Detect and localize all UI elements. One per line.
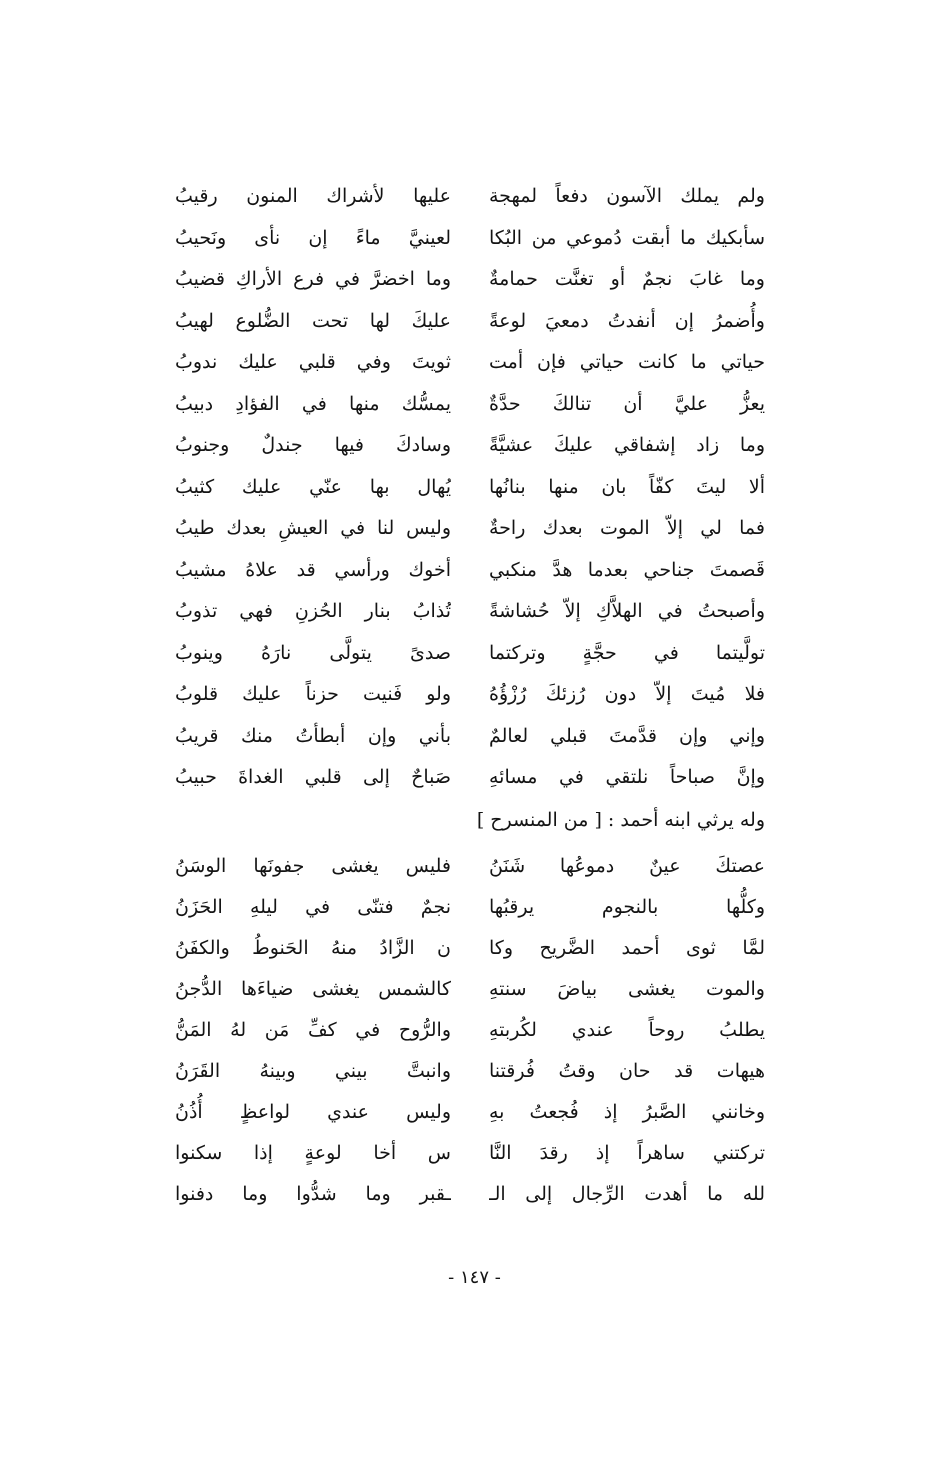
second-hemistich: صدىً يتولَّى نارَهُ وينوبُ <box>175 641 451 664</box>
second-hemistich: يُهال بها عنّي عليك كثيبُ <box>175 475 451 498</box>
verse-line <box>175 757 765 799</box>
verse-line <box>175 1174 765 1215</box>
first-hemistich: وكلُّها بالنجوم يرقبُها <box>489 896 765 918</box>
first-hemistich: وإنَّ صباحاً نلتقي في مسائهِ <box>489 766 765 788</box>
first-hemistich: تولَّيتما في حجَّةٍ وتركتما <box>489 641 765 664</box>
verse-line <box>175 846 765 887</box>
first-hemistich: هيهات قد حان وقتُ فُرقتنا <box>489 1060 765 1082</box>
second-hemistich: وليس لنا في العيشِ بعدك طيبُ <box>175 517 451 539</box>
second-hemistich: أخوك ورأسي قد علاهُ مشيبُ <box>175 558 451 581</box>
verse-line <box>175 425 765 467</box>
verse-line <box>175 1092 765 1133</box>
second-hemistich: والرُّوح في كفِّ مَن لهُ المَنُّ <box>175 1019 451 1041</box>
verse-line <box>175 969 765 1010</box>
second-hemistich: س أخا لوعةٍ إذا سكنوا <box>175 1142 451 1164</box>
first-hemistich: وما زاد إشفاقي عليكَ عشيَّةً <box>489 434 765 456</box>
second-hemistich: عليها لأشراك المنون رقيبُ <box>175 185 451 207</box>
first-hemistich: لله ما أهدت الرِّجال إلى الـ <box>489 1183 765 1205</box>
verse-line <box>175 218 765 260</box>
first-hemistich: يعزُّ عليَّ أن تنالكَ حدَّةٌ <box>489 392 765 415</box>
verse-line <box>175 591 765 633</box>
verse-line <box>175 176 765 218</box>
verse-line <box>175 301 765 343</box>
first-hemistich: تركتني ساهراً إذ رقدَ النَّا <box>489 1142 765 1164</box>
verse-line <box>175 384 765 426</box>
verse-line <box>175 674 765 716</box>
page-number: - ١٤٧ - <box>448 1267 501 1288</box>
verse-line <box>175 716 765 758</box>
verse-line <box>175 928 765 969</box>
first-hemistich: فما لي إلاّ الموت بعدك راحةٌ <box>489 517 765 539</box>
second-hemistich: وما اخضرَّ في فرع الأراكِ قضيبُ <box>175 268 451 290</box>
first-hemistich: عصتكَ عينٌ دموعُها شَنَنُ <box>489 855 765 877</box>
second-hemistich: وانبتَّ بيني وبينهُ القَرَنُ <box>175 1060 451 1082</box>
second-hemistich: تُذابُ بنار الحُزنِ فهي تذوبُ <box>175 600 451 622</box>
verse-line <box>175 467 765 509</box>
second-hemistich: صَباحٌ إلى قلبي الغداةَ حبيبُ <box>175 766 451 788</box>
second-hemistich: نجمٌ فتنّى في ليلهِ الحَزَنُ <box>175 896 451 918</box>
first-hemistich: وإني وإن قدَّمتَ قبلي لعالمٌ <box>489 724 765 747</box>
poem-1 <box>175 176 765 799</box>
verse-line <box>175 550 765 592</box>
second-hemistich: لعينيَّ ماءً إن نأى ونَحيبُ <box>175 226 451 249</box>
first-hemistich: والموت يغشى بياضَ سنتهِ <box>489 978 765 1000</box>
verse-line <box>175 887 765 928</box>
second-hemistich: عليكَ لها تحت الضُّلوع لهيبُ <box>175 309 451 332</box>
first-hemistich: ولم يملك الآسون دفعاً لمهجة <box>489 185 765 207</box>
first-hemistich: وما غابَ نجمٌ أو تغنَّت حمامةٌ <box>489 268 765 290</box>
first-hemistich: لمَّا ثوى أحمد الضَّريح وكا <box>489 937 765 959</box>
verse-line <box>175 259 765 301</box>
second-hemistich: ن الزَّادُ منهُ الحَنوطُ والكفَنُ <box>175 937 451 959</box>
second-hemistich: ولو فَنيت حزناً عليك قلوبُ <box>175 683 451 705</box>
verse-line <box>175 342 765 384</box>
section-heading <box>175 804 765 836</box>
heading-text: وله يرثي ابنه أحمد : [ من المنسرح ] <box>476 809 765 831</box>
first-hemistich: حياتي ما كانت حياتي فإن أمت <box>489 351 765 373</box>
first-hemistich: فلا مُيتَ إلاّ دون رُزئكَ رُزْؤُهُ <box>489 683 765 705</box>
verse-line <box>175 1010 765 1051</box>
second-hemistich: ـقبر وما شدُّوا وما دفنوا <box>175 1183 451 1205</box>
second-hemistich: بأني وإن أبطأتُ منك قريبُ <box>175 724 451 747</box>
first-hemistich: قَصمتَ جناحي بعدما هدَّ منكبي <box>489 558 765 581</box>
second-hemistich: ثويتَ وفي قلبي عليك ندوبُ <box>175 351 451 373</box>
second-hemistich: يمسُّك منها في الفؤادِ دبيبُ <box>175 392 451 415</box>
first-hemistich: سأبكيك ما أبقت دُموعي من البُكا <box>489 226 765 249</box>
first-hemistich: وأصبحتُ في الهلاَّكِ إلاّ حُشاشةً <box>489 600 765 622</box>
second-hemistich: وليس عندي لواعظٍ أُذُنُ <box>175 1101 451 1123</box>
verse-line <box>175 633 765 675</box>
first-hemistich: ألا ليتَ كفّاً بان منها بنانُها <box>489 475 765 498</box>
verse-line <box>175 1133 765 1174</box>
verse-line <box>175 508 765 550</box>
second-hemistich: وسادكَ فيها جندلٌ وجنوبُ <box>175 434 451 456</box>
second-hemistich: كالشمس يغشى ضياءَها الدُّجنُ <box>175 978 451 1000</box>
first-hemistich: وأُضمرُ إن أنفدتُ دمعيَ لوعةً <box>489 309 765 332</box>
verse-line <box>175 1051 765 1092</box>
poem-2 <box>175 846 765 1215</box>
first-hemistich: يطلبُ روحاً عندي لكُربتهِ <box>489 1019 765 1041</box>
second-hemistich: فليس يغشى جفونَها الوسَنُ <box>175 855 451 877</box>
first-hemistich: وخانني الصَّبرُ إذ فُجعتُ بهِ <box>489 1101 765 1123</box>
